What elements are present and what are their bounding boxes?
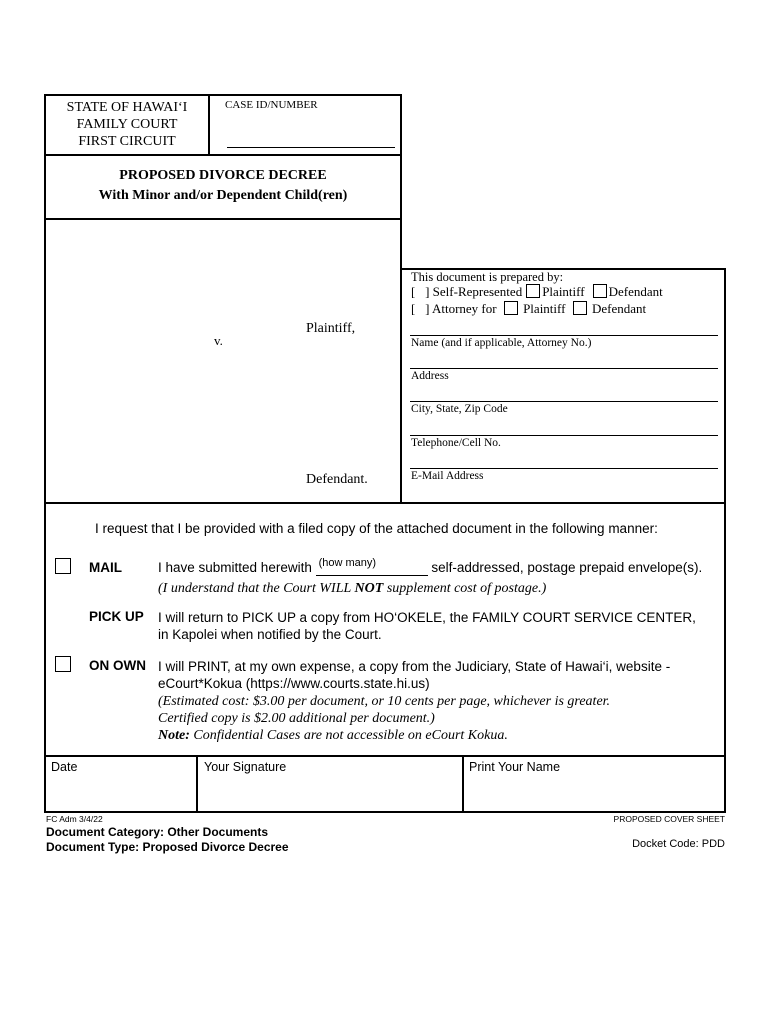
envelope-count-hint: (how many) (318, 557, 377, 569)
on-own-line-1: I will PRINT, at my own expense, a copy from the Judiciary, State of Hawai‘i, website - (158, 659, 671, 674)
defendant-label: Defendant. (306, 472, 368, 487)
attorney-for-row (411, 301, 646, 317)
address-field-label: Address (411, 370, 449, 382)
on-own-line-4: Certified copy is $2.00 additional per document.) (158, 711, 435, 726)
court-line-state: STATE OF HAWAI‘I (66, 100, 188, 115)
envelope-count-field[interactable] (316, 557, 428, 576)
pickup-text (158, 609, 696, 643)
pickup-label: PICK UP (89, 609, 144, 624)
on-own-line-3: (Estimated cost: $3.00 per document, or 10 cents per page, whichever is greater. (158, 694, 611, 709)
print-name-field[interactable]: Print Your Name (469, 760, 561, 774)
telephone-field[interactable] (410, 435, 718, 436)
on-own-cost-note (158, 693, 610, 744)
attorney-plaintiff-checkbox[interactable] (504, 301, 518, 315)
on-own-label: ON OWN (89, 658, 146, 673)
parties-divider (400, 218, 402, 504)
address-field[interactable] (410, 368, 718, 369)
self-represented-row (411, 284, 663, 300)
mail-note-not: NOT (354, 581, 384, 596)
document-type: Document Type: Proposed Divorce Decree (46, 840, 289, 854)
signature-row-box (44, 755, 726, 813)
court-name (46, 99, 208, 150)
self-plaintiff-checkbox[interactable] (526, 284, 540, 298)
attorney-for-bracket[interactable]: [ (411, 301, 416, 316)
mail-text-after: self-addressed, postage prepaid envelope(s). (431, 560, 703, 575)
mail-postage-note (158, 581, 546, 597)
confidential-note-text: Confidential Cases are not accessible on eCourt Kokua. (189, 728, 508, 743)
document-subtitle: With Minor and/or Dependent Child(ren) (98, 188, 348, 203)
versus-label: v. (214, 333, 223, 348)
document-title: PROPOSED DIVORCE DECREE (119, 168, 327, 183)
name-field[interactable] (410, 335, 718, 336)
prepared-right-border (724, 268, 726, 504)
attorney-defendant-label: Defendant (591, 301, 647, 316)
attorney-defendant-checkbox[interactable] (573, 301, 587, 315)
parties-left-border (44, 218, 46, 504)
case-id-field[interactable] (227, 147, 395, 148)
mail-note-part-a: (I understand that the Court WILL (158, 581, 355, 596)
on-own-checkbox[interactable] (55, 656, 71, 672)
header-divider (208, 94, 210, 156)
confidential-note (158, 727, 610, 744)
mail-label: MAIL (89, 560, 122, 575)
self-represented-bracket[interactable]: [ (411, 284, 416, 299)
form-code: FC Adm 3/4/22 (46, 814, 103, 824)
self-defendant-checkbox[interactable] (593, 284, 607, 298)
city-state-zip-field[interactable] (410, 401, 718, 402)
prepared-by-heading: This document is prepared by: (411, 270, 564, 284)
signature-divider-1 (196, 755, 198, 813)
telephone-field-label: Telephone/Cell No. (411, 437, 501, 449)
cover-sheet-label: PROPOSED COVER SHEET (613, 814, 725, 824)
attorney-for-label: ] Attorney for (425, 301, 497, 316)
email-field-label: E-Mail Address (411, 470, 484, 482)
city-state-zip-label: City, State, Zip Code (411, 403, 508, 415)
copy-request-intro: I request that I be provided with a filed copy of the attached document in the following manner: (95, 521, 658, 536)
title-box (44, 154, 402, 220)
email-field[interactable] (410, 468, 718, 469)
self-defendant-label: Defendant (608, 284, 663, 299)
pickup-line-2: in Kapolei when notified by the Court. (158, 627, 382, 642)
mail-text-before: I have submitted herewith (158, 560, 312, 575)
attorney-plaintiff-label: Plaintiff (523, 301, 566, 316)
pickup-line-1: I will return to PICK UP a copy from HO‘OKELE, the FAMILY COURT SERVICE CENTER, (158, 610, 696, 625)
docket-code: Docket Code: PDD (632, 838, 725, 850)
plaintiff-label: Plaintiff, (306, 321, 356, 336)
court-line-family: FAMILY COURT (76, 117, 178, 132)
confidential-note-label: Note: (158, 728, 190, 743)
mail-line (158, 557, 703, 576)
name-field-label: Name (and if applicable, Attorney No.) (411, 337, 592, 349)
document-category: Document Category: Other Documents (46, 825, 269, 839)
signature-field[interactable]: Your Signature (204, 760, 287, 774)
mail-note-part-b: supplement cost of postage.) (383, 581, 547, 596)
signature-divider-2 (462, 755, 464, 813)
on-own-text (158, 658, 670, 692)
case-id-label: CASE ID/NUMBER (225, 99, 318, 111)
date-field[interactable]: Date (51, 760, 78, 774)
on-own-line-2: eCourt*Kokua (https://www.courts.state.hi.us) (158, 676, 430, 691)
mail-checkbox[interactable] (55, 558, 71, 574)
court-line-circuit: FIRST CIRCUIT (78, 134, 176, 149)
self-plaintiff-label: Plaintiff (542, 284, 585, 299)
self-represented-label: ] Self-Represented (425, 284, 523, 299)
